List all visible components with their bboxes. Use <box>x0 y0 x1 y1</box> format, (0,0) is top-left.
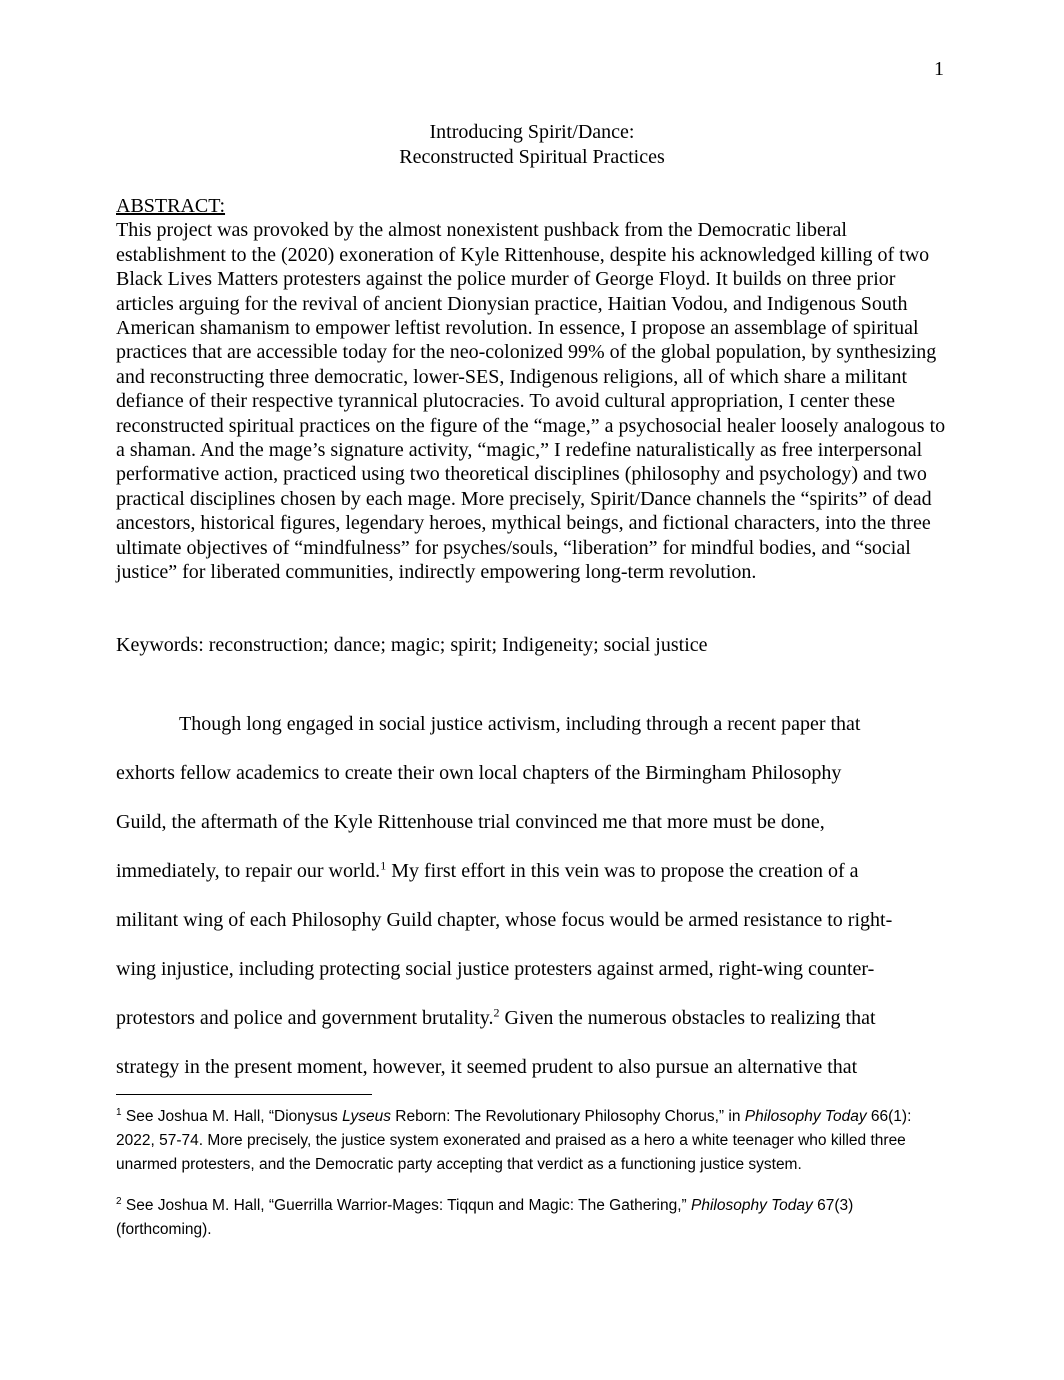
footnotes <box>116 1105 948 1259</box>
body-text-segment: protestors and police and government brutality. <box>116 1007 494 1029</box>
footnote-1 <box>116 1105 948 1177</box>
footnote-text: Reborn: The Revolutionary Philosophy Chorus,” in <box>390 1108 745 1125</box>
body-line: strategy in the present moment, however, it seemed prudent to also pursue an alternative that <box>116 1056 858 1078</box>
body-line: militant wing of each Philosophy Guild chapter, whose focus would be armed resistance to right- <box>116 909 893 931</box>
footnote-italic: Lyseus <box>342 1108 391 1125</box>
footnote-text: See Joshua M. Hall, “Dionysus <box>121 1108 343 1125</box>
footnote-separator <box>116 1094 372 1095</box>
body-text-segment: immediately, to repair our world. <box>116 860 381 882</box>
footnote-2 <box>116 1194 948 1242</box>
body-line <box>116 847 948 896</box>
footnote-marker: 1 <box>116 1106 122 1118</box>
body-paragraph <box>116 700 948 1092</box>
abstract-text: This project was provoked by the almost nonexistent pushback from the Democratic liberal establishment to the (2020) exoneration of Kyle Rittenhouse, despite his acknowledged killing of two Black Lives Matters protesters against the police murder of George Floyd. It builds on three prior articles arguing for the revival of ancient Dionysian practice, Haitian Vodou, and Indigenous South American shamanism to empower leftist revolution. In essence, I propose an assemblage of spiritual practices that are accessible today for the neo-colonized 99% of the global population, by synthesizing and reconstructing three democratic, lower-SES, Indigenous religions, all of which share a militant defiance of their respective tyrannical plutocracies. To avoid cultural appropriation, I center these reconstructed spiritual practices on the figure of the “mage,” a psychosocial healer loosely analogous to a shaman. And the mage’s signature activity, “magic,” I redefine naturalistically as free interpersonal performative action, practiced using two theoretical disciplines (philosophy and psychology) and two practical disciplines chosen by each mage. More precisely, Spirit/Dance channels the “spirits” of dead ancestors, historical figures, legendary heroes, mythical beings, and fictional characters, into the three ultimate objectives of “mindfulness” for psyches/souls, “liberation” for mindful bodies, and “social justice” for liberated communities, indirectly empowering long-term revolution. <box>116 219 946 584</box>
footnote-italic: Philosophy Today <box>744 1108 867 1125</box>
abstract-section <box>116 194 948 585</box>
page-number: 1 <box>934 58 944 80</box>
footnote-reference-1[interactable]: 1 <box>380 858 387 873</box>
body-text-segment: Given the numerous obstacles to realizing that <box>499 1007 876 1029</box>
body-text-segment: My first effort in this vein was to propose the creation of a <box>386 860 859 882</box>
body-line <box>116 994 948 1043</box>
footnote-italic: Philosophy Today <box>691 1197 813 1214</box>
footnote-reference-2[interactable]: 2 <box>493 1005 500 1020</box>
footnote-marker: 2 <box>116 1195 122 1207</box>
body-line: Though long engaged in social justice activism, including through a recent paper that <box>179 713 861 735</box>
abstract-heading: ABSTRACT: <box>116 195 226 217</box>
title-line-2: Reconstructed Spiritual Practices <box>399 146 665 168</box>
body-line: exhorts fellow academics to create their own local chapters of the Birmingham Philosophy <box>116 762 842 784</box>
keywords-line: Keywords: reconstruction; dance; magic; spirit; Indigeneity; social justice <box>116 634 708 656</box>
document-title <box>0 120 1064 170</box>
body-line: wing injustice, including protecting social justice protesters against armed, right-wing counter- <box>116 958 875 980</box>
footnote-text: 67(3) (forthcoming). <box>116 1197 854 1238</box>
title-line-1: Introducing Spirit/Dance: <box>429 121 635 143</box>
body-line: Guild, the aftermath of the Kyle Rittenhouse trial convinced me that more must be done, <box>116 811 825 833</box>
footnote-text: 66(1): 2022, 57-74. More precisely, the justice system exonerated and praised as a hero a white teenager who killed three unarmed protesters, and the Democratic party accepting that verdict as a functioning justice system. <box>116 1108 912 1173</box>
footnote-text: See Joshua M. Hall, “Guerrilla Warrior-Mages: Tiqqun and Magic: The Gathering,” <box>121 1197 691 1214</box>
